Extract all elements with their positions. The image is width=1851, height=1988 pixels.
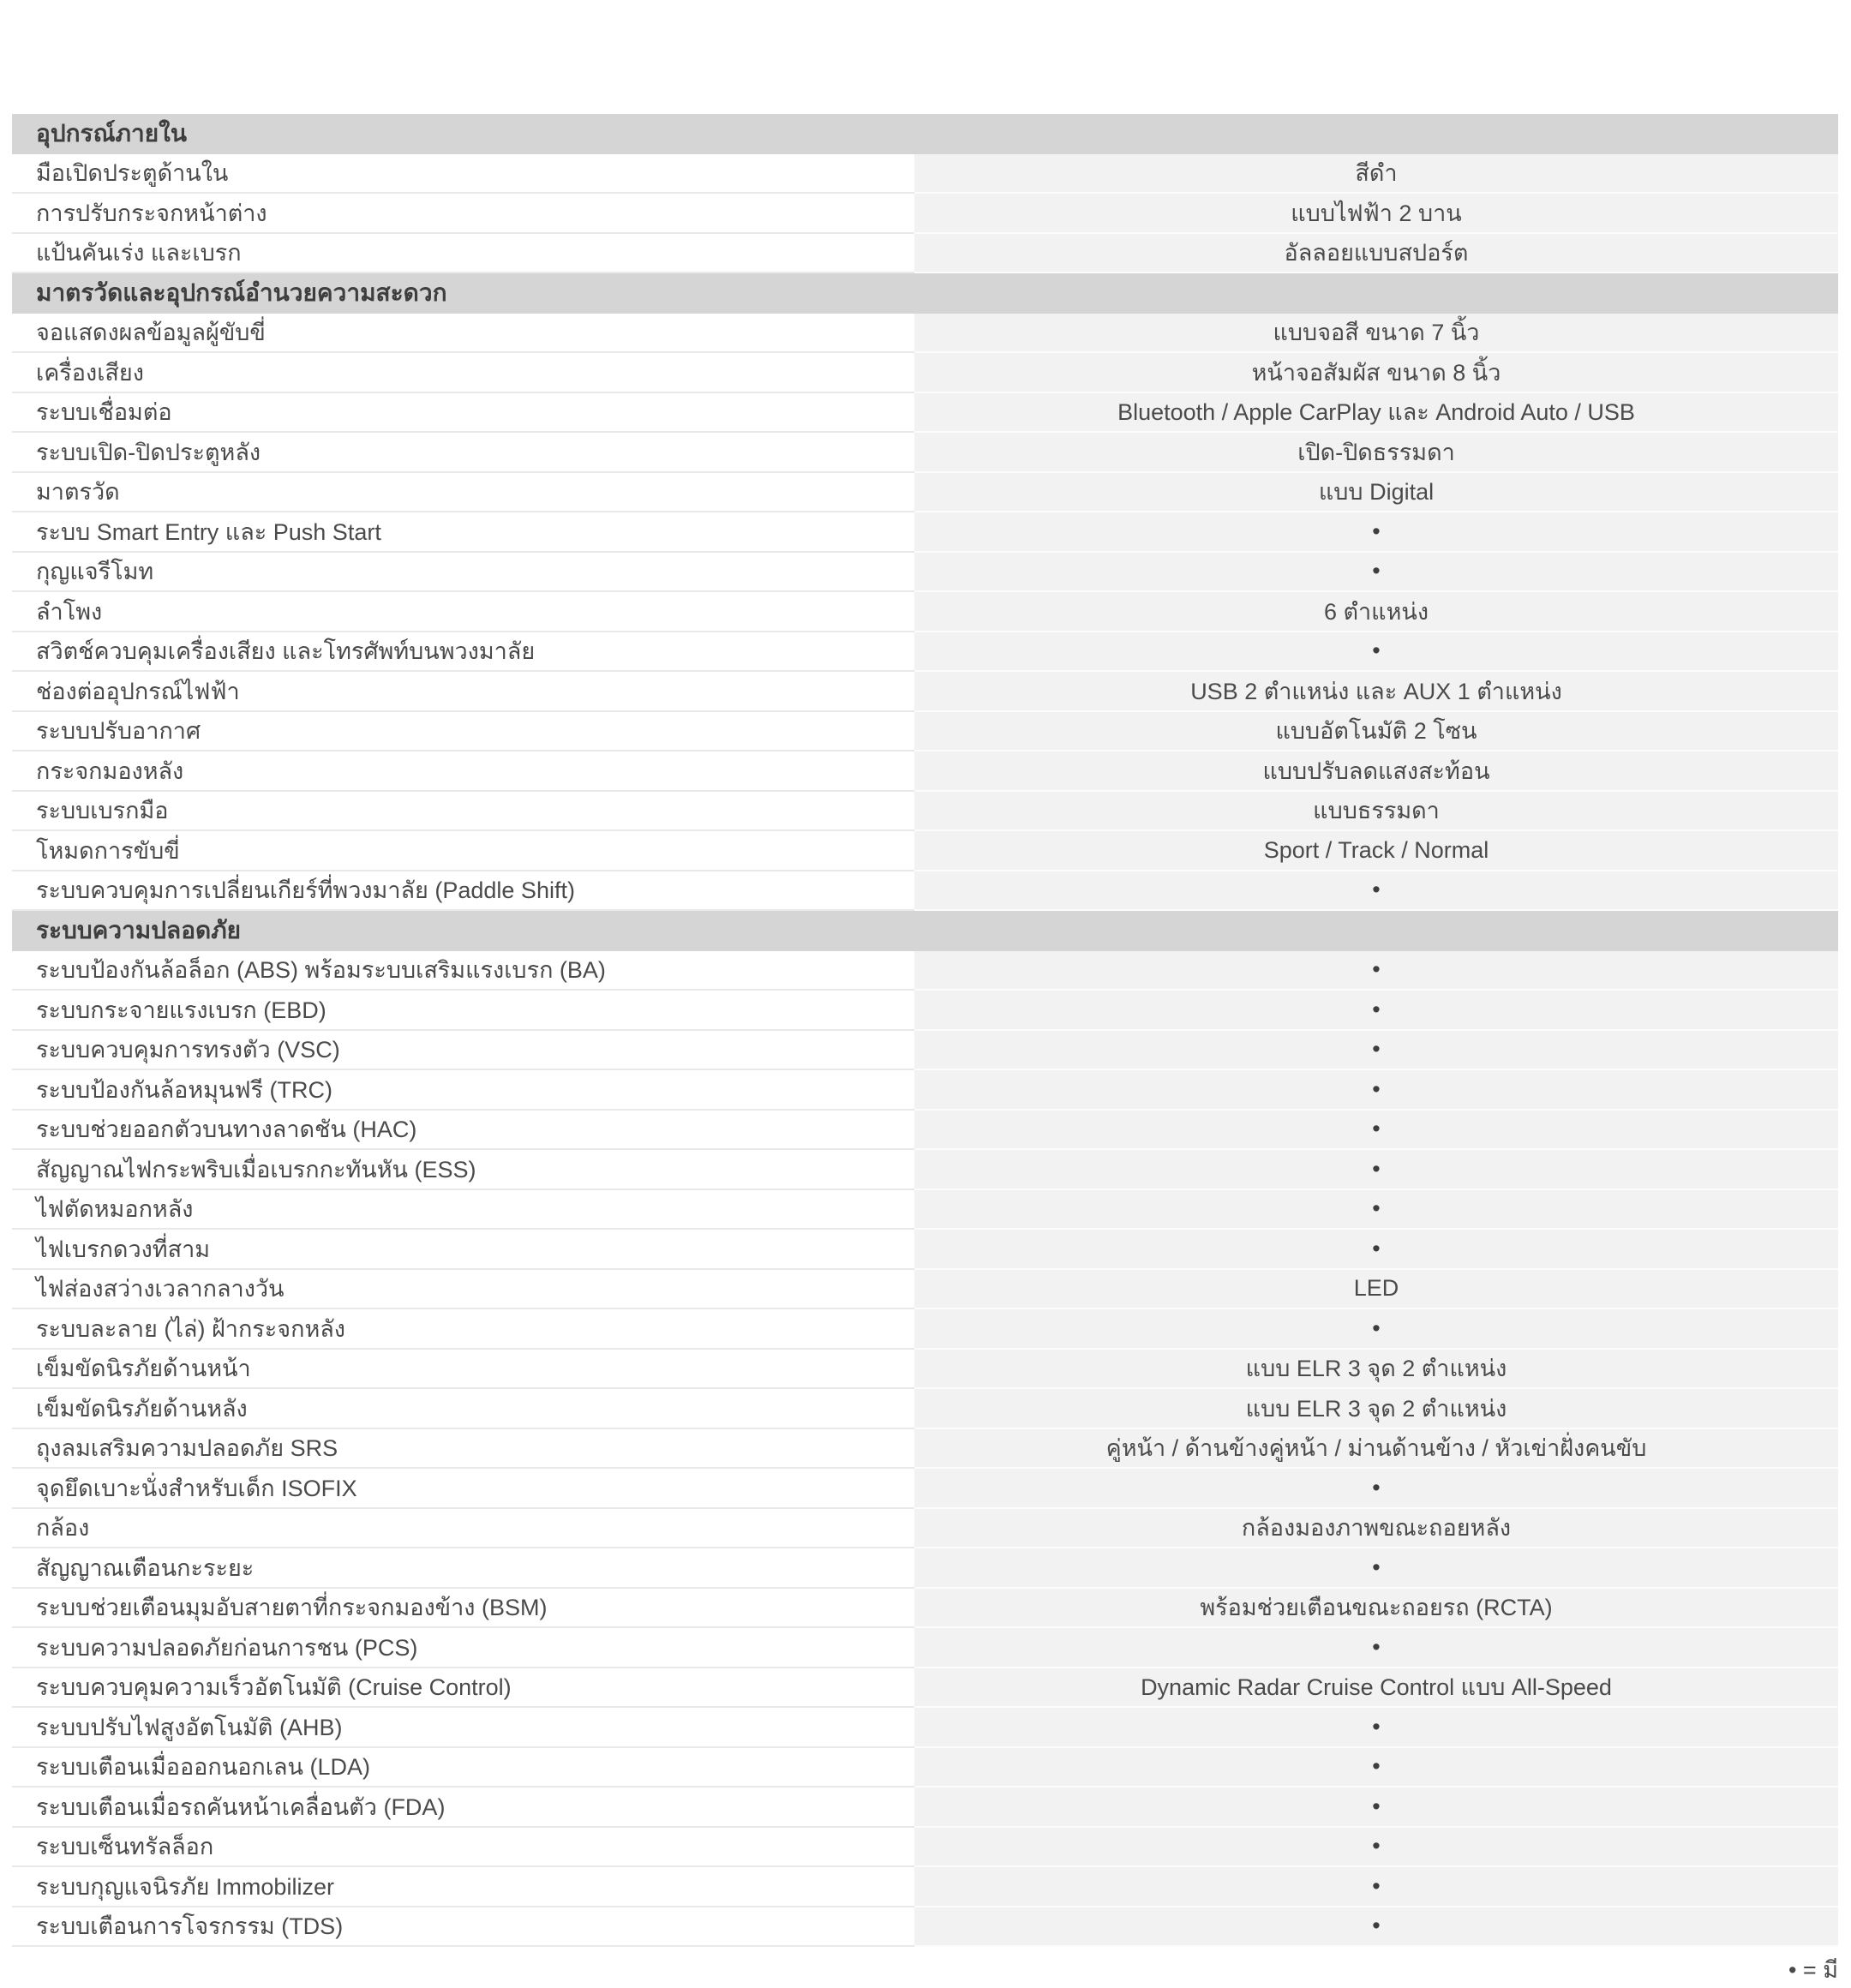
table-row — [12, 991, 1838, 1031]
row-label: ระบบเปิด-ปิดประตูหลัง — [12, 433, 914, 473]
row-label: แป้นคันเร่ง และเบรก — [12, 234, 914, 274]
table-row — [12, 1828, 1838, 1868]
table-row — [12, 592, 1838, 632]
row-label: โหมดการขับขี่ — [12, 831, 914, 871]
section-title: มาตรวัดและอุปกรณ์อำนวยความสะดวก — [36, 279, 447, 307]
row-value: 6 ตำแหน่ง — [914, 592, 1838, 632]
row-value: พร้อมช่วยเตือนขณะถอยรถ (RCTA) — [914, 1589, 1838, 1629]
row-label: ระบบเตือนการโจรกรรม (TDS) — [12, 1907, 914, 1948]
row-label: ไฟเบรกดวงที่สาม — [12, 1230, 914, 1270]
row-label: ระบบปรับไฟสูงอัตโนมัติ (AHB) — [12, 1708, 914, 1748]
table-row — [12, 433, 1838, 473]
table-row — [12, 1190, 1838, 1231]
row-label: สัญญาณเตือนกะระยะ — [12, 1548, 914, 1589]
table-row — [12, 831, 1838, 871]
row-label: ระบบเบรกมือ — [12, 792, 914, 832]
table-row — [12, 1270, 1838, 1310]
row-value: แบบไฟฟ้า 2 บาน — [914, 194, 1838, 234]
table-row — [12, 353, 1838, 393]
standard-feature-bullet-icon: • — [914, 1907, 1838, 1948]
standard-feature-bullet-icon: • — [914, 991, 1838, 1031]
row-label: เครื่องเสียง — [12, 353, 914, 393]
row-label: เข็มขัดนิรภัยด้านหลัง — [12, 1389, 914, 1429]
standard-feature-bullet-icon: • — [914, 1828, 1838, 1868]
row-label: ระบบช่วยเตือนมุมอับสายตาที่กระจกมองข้าง (BSM) — [12, 1589, 914, 1629]
table-row — [12, 1350, 1838, 1390]
row-value: คู่หน้า / ด้านข้างคู่หน้า / ม่านด้านข้าง / หัวเข่าฝั่งคนขับ — [914, 1429, 1838, 1470]
table-row — [12, 1031, 1838, 1071]
standard-feature-bullet-icon: • — [914, 1748, 1838, 1788]
legend — [1788, 1951, 1838, 1988]
row-value: กล้องมองภาพขณะถอยหลัง — [914, 1509, 1838, 1549]
row-label: ลำโพง — [12, 592, 914, 632]
table-row — [12, 951, 1838, 991]
standard-feature-bullet-icon: • — [914, 1150, 1838, 1190]
table-row — [12, 194, 1838, 234]
row-value: แบบ ELR 3 จุด 2 ตำแหน่ง — [914, 1350, 1838, 1390]
row-label: สวิตช์ควบคุมเครื่องเสียง และโทรศัพท์บนพวงมาลัย — [12, 632, 914, 673]
row-label: ระบบควบคุมการเปลี่ยนเกียร์ที่พวงมาลัย (Paddle Shift) — [12, 871, 914, 912]
table-row — [12, 512, 1838, 553]
table-row — [12, 751, 1838, 792]
standard-feature-bullet-icon: • — [914, 1548, 1838, 1589]
standard-feature-bullet-icon: • — [914, 632, 1838, 673]
standard-feature-bullet-icon: • — [914, 1867, 1838, 1907]
row-label: ระบบละลาย (ไล่) ฝ้ากระจกหลัง — [12, 1309, 914, 1350]
table-row — [12, 1150, 1838, 1190]
row-label: มาตรวัด — [12, 473, 914, 513]
row-label: สัญญาณไฟกระพริบเมื่อเบรกกะทันหัน (ESS) — [12, 1150, 914, 1190]
row-label: ไฟส่องสว่างเวลากลางวัน — [12, 1270, 914, 1310]
row-label: จอแสดงผลข้อมูลผู้ขับขี่ — [12, 314, 914, 354]
table-row — [12, 1748, 1838, 1788]
row-value: แบบปรับลดแสงสะท้อน — [914, 751, 1838, 792]
row-label: กุญแจรีโมท — [12, 553, 914, 593]
table-row — [12, 234, 1838, 274]
table-row — [12, 473, 1838, 513]
row-label: ระบบกุญแจนิรภัย Immobilizer — [12, 1867, 914, 1907]
standard-feature-bullet-icon: • — [914, 1190, 1838, 1231]
row-label: ระบบควบคุมการทรงตัว (VSC) — [12, 1031, 914, 1071]
row-label: ช่องต่ออุปกรณ์ไฟฟ้า — [12, 672, 914, 712]
row-value: อัลลอยแบบสปอร์ต — [914, 234, 1838, 274]
standard-feature-bullet-icon: • — [914, 1230, 1838, 1270]
section-title: อุปกรณ์ภายใน — [36, 120, 187, 147]
row-label: ระบบเชื่อมต่อ — [12, 393, 914, 434]
row-label: ระบบป้องกันล้อล็อก (ABS) พร้อมระบบเสริมแรงเบรก (BA) — [12, 951, 914, 991]
table-row — [12, 1787, 1838, 1828]
table-row — [12, 1867, 1838, 1907]
table-row — [12, 1548, 1838, 1589]
row-label: ไฟตัดหมอกหลัง — [12, 1190, 914, 1231]
section-title: ระบบความปลอดภัย — [36, 917, 242, 944]
standard-feature-bullet-icon: • — [914, 1309, 1838, 1350]
row-value: แบบ Digital — [914, 473, 1838, 513]
table-row — [12, 1469, 1838, 1509]
row-label: ระบบเตือนเมื่อออกนอกเลน (LDA) — [12, 1748, 914, 1788]
section-header — [12, 911, 1838, 951]
row-label: เข็มขัดนิรภัยด้านหน้า — [12, 1350, 914, 1390]
table-row — [12, 154, 1838, 195]
row-label: ถุงลมเสริมความปลอดภัย SRS — [12, 1429, 914, 1470]
row-label: ระบบปรับอากาศ — [12, 712, 914, 752]
legend-text: • = มี — [1788, 1957, 1838, 1983]
row-label: ระบบเตือนเมื่อรถคันหน้าเคลื่อนตัว (FDA) — [12, 1787, 914, 1828]
row-label: ระบบควบคุมความเร็วอัตโนมัติ (Cruise Control) — [12, 1668, 914, 1709]
standard-feature-bullet-icon: • — [914, 512, 1838, 553]
row-value: แบบธรรมดา — [914, 792, 1838, 832]
standard-feature-bullet-icon: • — [914, 1031, 1838, 1071]
standard-feature-bullet-icon: • — [914, 1111, 1838, 1151]
standard-feature-bullet-icon: • — [914, 1787, 1838, 1828]
table-row — [12, 871, 1838, 912]
row-label: ระบบ Smart Entry และ Push Start — [12, 512, 914, 553]
standard-feature-bullet-icon: • — [914, 951, 1838, 991]
row-value: แบบ ELR 3 จุด 2 ตำแหน่ง — [914, 1389, 1838, 1429]
standard-feature-bullet-icon: • — [914, 871, 1838, 912]
table-row — [12, 1309, 1838, 1350]
section-header — [12, 114, 1838, 154]
table-row — [12, 1907, 1838, 1948]
table-row — [12, 792, 1838, 832]
row-label: กล้อง — [12, 1509, 914, 1549]
table-row — [12, 314, 1838, 354]
row-label: มือเปิดประตูด้านใน — [12, 154, 914, 195]
table-row — [12, 1111, 1838, 1151]
table-row — [12, 1389, 1838, 1429]
spec-table — [12, 114, 1838, 1947]
table-row — [12, 393, 1838, 434]
table-row — [12, 1509, 1838, 1549]
table-row — [12, 1708, 1838, 1748]
section-header — [12, 273, 1838, 314]
table-row — [12, 1628, 1838, 1668]
row-value: USB 2 ตำแหน่ง และ AUX 1 ตำแหน่ง — [914, 672, 1838, 712]
standard-feature-bullet-icon: • — [914, 1070, 1838, 1111]
row-label: ระบบเซ็นทรัลล็อก — [12, 1828, 914, 1868]
row-value: Sport / Track / Normal — [914, 831, 1838, 871]
row-value: แบบจอสี ขนาด 7 นิ้ว — [914, 314, 1838, 354]
table-row — [12, 1589, 1838, 1629]
table-row — [12, 1429, 1838, 1470]
table-row — [12, 1668, 1838, 1709]
table-row — [12, 1070, 1838, 1111]
row-label: การปรับกระจกหน้าต่าง — [12, 194, 914, 234]
row-value: Dynamic Radar Cruise Control แบบ All-Speed — [914, 1668, 1838, 1709]
row-label: ระบบกระจายแรงเบรก (EBD) — [12, 991, 914, 1031]
table-row — [12, 1230, 1838, 1270]
table-row — [12, 553, 1838, 593]
standard-feature-bullet-icon: • — [914, 553, 1838, 593]
row-value: เปิด-ปิดธรรมดา — [914, 433, 1838, 473]
table-row — [12, 672, 1838, 712]
row-value: สีดำ — [914, 154, 1838, 195]
row-label: ระบบความปลอดภัยก่อนการชน (PCS) — [12, 1628, 914, 1668]
row-label: กระจกมองหลัง — [12, 751, 914, 792]
row-value: Bluetooth / Apple CarPlay และ Android Auto / USB — [914, 393, 1838, 434]
row-value: LED — [914, 1270, 1838, 1310]
row-value: แบบอัตโนมัติ 2 โซน — [914, 712, 1838, 752]
standard-feature-bullet-icon: • — [914, 1628, 1838, 1668]
table-row — [12, 632, 1838, 673]
table-row — [12, 712, 1838, 752]
row-value: หน้าจอสัมผัส ขนาด 8 นิ้ว — [914, 353, 1838, 393]
row-label: ระบบช่วยออกตัวบนทางลาดชัน (HAC) — [12, 1111, 914, 1151]
row-label: จุดยึดเบาะนั่งสำหรับเด็ก ISOFIX — [12, 1469, 914, 1509]
row-label: ระบบป้องกันล้อหมุนฟรี (TRC) — [12, 1070, 914, 1111]
standard-feature-bullet-icon: • — [914, 1469, 1838, 1509]
standard-feature-bullet-icon: • — [914, 1708, 1838, 1748]
